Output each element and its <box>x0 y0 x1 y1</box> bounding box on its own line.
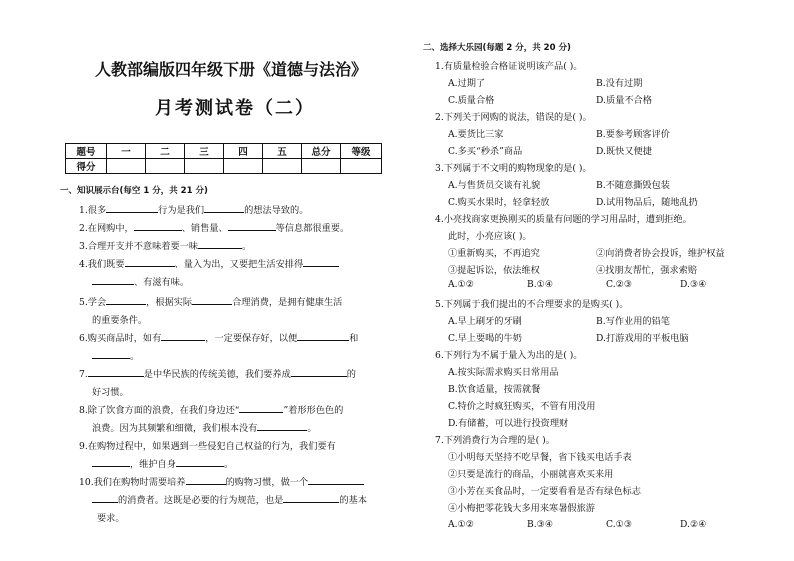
q-text: 6.购买商品时，如有 <box>79 333 162 344</box>
score-table-cell: 得分 <box>66 159 107 174</box>
score-table-cell: 等级 <box>341 144 382 159</box>
q-text: 。 <box>223 459 234 470</box>
score-table-cell: 一 <box>107 144 146 159</box>
option[interactable]: B.饮食适量，按需就餐 <box>448 384 541 395</box>
question-4-cont <box>92 274 189 288</box>
q-text: 的基本 <box>339 495 367 506</box>
statement-item: ③小芳在买食品时，一定要看看是否有绿色标志 <box>448 486 641 497</box>
score-table-header-row <box>66 144 382 159</box>
q-text: 、量入为出，又要把生活安排得 <box>174 259 304 270</box>
option[interactable]: C.①③ <box>606 519 633 530</box>
score-table-cell[interactable] <box>107 159 146 174</box>
question-10-cont2: 要求。 <box>97 513 125 524</box>
answer-blank[interactable] <box>257 421 307 431</box>
question-2 <box>79 220 349 234</box>
q-text: 是中华民族的传统美德，我们要养成 <box>143 369 291 380</box>
question-9: 9.在购物过程中，如果遇到一些侵犯自己权益的行为，我们要有 <box>79 441 336 452</box>
score-table-cell[interactable] <box>341 159 382 174</box>
option[interactable]: D.③④ <box>680 279 707 290</box>
option[interactable]: D.有储蓄，可以进行投资理财 <box>448 418 569 429</box>
mc-question-7: 7.下列消费行为合理的是( )。 <box>435 435 555 446</box>
answer-blank[interactable] <box>186 475 226 485</box>
answer-blank[interactable] <box>291 367 347 377</box>
q-text: 等信息都很重要。 <box>275 223 350 234</box>
mc-question-6: 6.下列行为不属于量入为出的是( )。 <box>435 350 583 361</box>
question-5 <box>79 294 342 308</box>
paper-title: 人教部编版四年级下册《道德与法治》 <box>95 60 368 79</box>
score-table-cell: 三 <box>185 144 224 159</box>
option[interactable]: D.试用物品后，随地乱扔 <box>596 197 698 208</box>
score-table-cell[interactable] <box>146 159 185 174</box>
option[interactable]: C.特价之时疯狂购买，不管有用没用 <box>448 401 596 412</box>
statement-item: ①小明每天坚持不吃早餐，省下钱买电话手表 <box>448 452 632 463</box>
q-text: 4.我们既要 <box>79 259 125 270</box>
question-7 <box>79 366 356 380</box>
q-text: 的消费者。这既是必要的行为规范，也是 <box>118 495 284 506</box>
option[interactable]: B.没有过期 <box>596 78 643 89</box>
answer-blank[interactable] <box>176 457 224 467</box>
statement-item: ③提起诉讼，依法维权 <box>448 265 540 276</box>
answer-blank[interactable] <box>204 203 244 213</box>
score-table-cell[interactable] <box>185 159 224 174</box>
option[interactable]: B.要参考顾客评价 <box>596 129 670 140</box>
q-text: 10.我们在购物时需要培养 <box>79 477 186 488</box>
score-table-cell: 题号 <box>66 144 107 159</box>
section1-heading: 一、知识展示台(每空 1 分，共 21 分) <box>60 186 208 196</box>
option[interactable]: C.质量合格 <box>448 95 495 106</box>
answer-blank[interactable] <box>92 457 130 467</box>
answer-blank[interactable] <box>161 331 205 341</box>
mc-question-4-cont: 此时，小亮应该( )。 <box>448 231 532 242</box>
section2-heading: 二、选择大乐园(每题 2 分，共 20 分) <box>423 43 571 53</box>
answer-blank[interactable] <box>283 493 339 503</box>
q-text: 的想法导致的。 <box>244 205 309 216</box>
option[interactable]: C.②③ <box>606 279 633 290</box>
score-table-cell: 总分 <box>302 144 341 159</box>
mc-question-4: 4.小亮找商家更换刚买的质量有问题的学习用品时，遭到拒绝。 <box>435 214 692 225</box>
answer-blank[interactable] <box>297 331 349 341</box>
score-table-cell[interactable] <box>224 159 263 174</box>
question-8-cont <box>92 420 317 434</box>
answer-blank[interactable] <box>303 257 339 267</box>
answer-blank[interactable] <box>88 367 144 377</box>
q-text: ，维护自身 <box>130 459 176 470</box>
question-10 <box>79 474 364 488</box>
option[interactable]: B.①④ <box>527 279 554 290</box>
option[interactable]: B.不随意撕毁包装 <box>596 180 670 191</box>
answer-blank[interactable] <box>228 221 276 231</box>
score-table-cell: 二 <box>146 144 185 159</box>
option[interactable]: B.写作业用的铅笔 <box>596 316 670 327</box>
q-text: 。 <box>130 351 140 362</box>
option[interactable]: A.①② <box>448 279 475 290</box>
mc-question-1: 1.有质量检验合格证说明该产品( )。 <box>435 61 583 72</box>
q-text: 8.除了饮食方面的浪费，在我们身边还“ <box>79 405 240 416</box>
q-text: 1.很多 <box>79 205 107 216</box>
option[interactable]: A.按实际需求购买日常用品 <box>448 367 559 378</box>
option[interactable]: B.③④ <box>527 519 554 530</box>
option[interactable]: C.多买“秒杀”商品 <box>448 146 523 157</box>
question-6 <box>79 330 358 344</box>
question-9-cont <box>92 456 233 470</box>
score-table <box>65 143 382 174</box>
q-text: ”着形形色色的 <box>283 405 344 416</box>
option[interactable]: A.过期了 <box>448 78 486 89</box>
answer-blank[interactable] <box>106 203 158 213</box>
option[interactable]: A.①② <box>448 519 475 530</box>
q-text: 7. <box>79 369 88 380</box>
answer-blank[interactable] <box>134 221 182 231</box>
q-text: 、有滋有味。 <box>134 277 190 288</box>
paper-subtitle: 月考测试卷（二） <box>155 98 315 119</box>
score-table-cell[interactable] <box>302 159 341 174</box>
answer-blank[interactable] <box>239 403 283 413</box>
option[interactable]: A.要货比三家 <box>448 129 504 140</box>
q-text: 的 <box>346 369 356 380</box>
q-text: 。 <box>242 241 252 252</box>
option[interactable]: C.早上要喝的牛奶 <box>448 333 522 344</box>
q-text: 3.合理开支并不意味着要一味 <box>79 241 199 252</box>
score-table-cell[interactable] <box>263 159 302 174</box>
q-text: 浪费。因为其频繁和细微，我们根本没有 <box>92 423 258 434</box>
q-text: ，根据实际 <box>146 297 193 308</box>
statement-item: ②向消费者协会投诉，维护权益 <box>596 248 725 259</box>
option[interactable]: D.质量不合格 <box>596 95 652 106</box>
question-1 <box>79 202 308 216</box>
q-text: 2.在网购中， <box>79 223 134 234</box>
answer-blank[interactable] <box>92 349 130 359</box>
answer-blank[interactable] <box>92 493 118 503</box>
option[interactable]: A.与售货员交谈有礼貌 <box>448 180 541 191</box>
score-table-cell: 四 <box>224 144 263 159</box>
question-8 <box>79 402 343 416</box>
option[interactable]: A.早上刷牙的牙刷 <box>448 316 522 327</box>
statement-item: ②只要是流行的商品，小丽就喜欢买来用 <box>448 469 614 480</box>
q-text: 。 <box>307 423 317 434</box>
score-table-cell: 五 <box>263 144 302 159</box>
mc-question-3: 3.下列属于不文明的购物现象的是( )。 <box>435 163 592 174</box>
question-7-cont: 好习惯。 <box>92 387 129 398</box>
q-text: 和 <box>349 333 359 344</box>
option[interactable]: D.②④ <box>680 519 707 530</box>
question-4 <box>79 256 339 270</box>
option[interactable]: D.既快又便捷 <box>596 146 652 157</box>
statement-item: ①重新购买，不再追究 <box>448 248 540 259</box>
question-5-cont: 的重要条件。 <box>92 315 148 326</box>
answer-blank[interactable] <box>92 275 134 285</box>
answer-blank[interactable] <box>192 295 232 305</box>
option[interactable]: D.打游戏用的平板电脑 <box>596 333 689 344</box>
mc-question-2: 2.下列关于网购的说法，错误的是( )。 <box>435 112 592 123</box>
option[interactable]: C.购买水果时，轻拿轻放 <box>448 197 550 208</box>
question-6-cont <box>92 348 139 362</box>
question-3 <box>79 238 251 252</box>
q-text: 行为是我们 <box>158 205 205 216</box>
answer-blank[interactable] <box>198 239 242 249</box>
q-text: 5.学会 <box>79 297 107 308</box>
q-text: 的购物习惯，做一个 <box>225 477 309 488</box>
q-text: ，一定要保存好，以便 <box>205 333 298 344</box>
answer-blank[interactable] <box>308 475 364 485</box>
mc-question-5: 5.下列属于我们提出的不合理要求的是购买( )。 <box>435 299 629 310</box>
q-text: 、销售量、 <box>181 223 228 234</box>
answer-blank[interactable] <box>125 257 175 267</box>
score-table-score-row <box>66 159 382 174</box>
question-10-cont <box>92 492 367 506</box>
statement-item: ④找朋友帮忙，强求索赔 <box>596 265 698 276</box>
statement-item: ④小梅把零花钱大多用来寒暑假旅游 <box>448 503 595 514</box>
answer-blank[interactable] <box>106 295 146 305</box>
q-text: 合理消费，是拥有健康生活 <box>232 297 343 308</box>
